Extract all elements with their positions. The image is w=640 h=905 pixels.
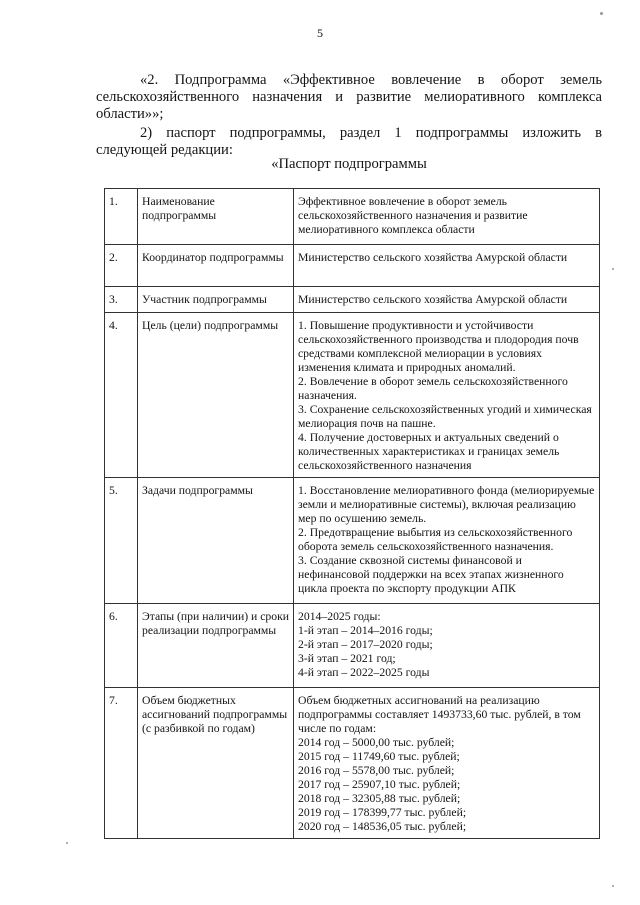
value-line: 1. Восстановление мелиоративного фонда (мелиорируемые земли и мелиоративные системы), включая реализацию мер по осушению земель. [298,484,595,525]
table-row [105,604,600,688]
row-number: 3. [105,287,138,313]
table-row [105,189,600,245]
passport-title: «Паспорт подпрограммы [271,156,427,172]
value-line: 2-й этап – 2017–2020 годы; [298,638,433,651]
value-line: 2. Вовлечение в оборот земель сельскохозяйственного назначения. [298,375,568,402]
intro-paragraph-1: «2. Подпрограмма «Эффективное вовлечение в оборот земель сельскохозяйственного назначения и развитие мелиоративного комплекса области»»; [96,72,602,122]
scan-speck [600,12,603,15]
value-line: 3-й этап – 2021 год; [298,652,396,665]
value-line: 3. Создание сквозной системы финансовой и нефинансовой поддержки на всех этапах жизненного цикла проекта по экспорту продукции АПК [298,554,564,595]
value-line: 2019 год – 178399,77 тыс. рублей; [298,806,467,819]
value-line: 2014–2025 годы: [298,610,381,623]
value-line: Министерство сельского хозяйства Амурской области [298,251,568,264]
row-value [294,189,600,245]
intro-paragraph-2: 2) паспорт подпрограммы, раздел 1 подпрограммы изложить в следующей редакции: [96,125,602,158]
intro-text [96,72,602,159]
scan-speck [612,268,614,270]
value-line: 4. Получение достоверных и актуальных сведений о количественных характеристиках и границах земель сельскохозяйственного назначения [298,431,560,472]
row-name: Участник подпрограммы [138,287,294,313]
row-name: Объем бюджетных ассигнований подпрограммы (с разбивкой по годам) [138,688,294,839]
value-line: 4-й этап – 2022–2025 годы [298,666,430,679]
value-line: Министерство сельского хозяйства Амурской области [298,293,568,306]
value-line: 2015 год – 11749,60 тыс. рублей; [298,750,460,763]
value-line: 1-й этап – 2014–2016 годы; [298,624,433,637]
row-value [294,688,600,839]
value-line: 1. Повышение продуктивности и устойчивости сельскохозяйственного производства и плодородия почв средствами комплексной мелиорации в условиях изменения климата и природных аномалий. [298,319,579,374]
row-value [294,604,600,688]
table-row [105,287,600,313]
row-name: Этапы (при наличии) и сроки реализации подпрограммы [138,604,294,688]
row-number: 1. [105,189,138,245]
table-row [105,478,600,604]
value-line: 2014 год – 5000,00 тыс. рублей; [298,736,455,749]
value-line: 3. Сохранение сельскохозяйственных угодий и химическая мелиорация почв на пашне. [298,403,592,430]
row-name: Задачи подпрограммы [138,478,294,604]
table-row [105,245,600,287]
value-line: 2017 год – 25907,10 тыс. рублей; [298,778,461,791]
row-value [294,245,600,287]
table-row [105,313,600,478]
row-number: 7. [105,688,138,839]
row-number: 2. [105,245,138,287]
row-value [294,478,600,604]
scan-speck [66,842,68,844]
row-value [294,287,600,313]
row-name: Цель (цели) подпрограммы [138,313,294,478]
passport-table [104,188,600,839]
value-line: 2. Предотвращение выбытия из сельскохозяйственного оборота земель сельскохозяйственного назначения. [298,526,573,553]
value-line: Эффективное вовлечение в оборот земель сельскохозяйственного назначения и развитие мелиоративного комплекса области [298,195,528,236]
row-name: Координатор подпрограммы [138,245,294,287]
value-line: 2016 год – 5578,00 тыс. рублей; [298,764,455,777]
value-line: 2020 год – 148536,05 тыс. рублей; [298,820,467,833]
row-value [294,313,600,478]
row-name: Наименование подпрограммы [138,189,294,245]
row-number: 5. [105,478,138,604]
row-number: 4. [105,313,138,478]
value-line: 2018 год – 32305,88 тыс. рублей; [298,792,461,805]
row-number: 6. [105,604,138,688]
table-row [105,688,600,839]
page-number: 5 [317,26,323,40]
scan-speck [612,885,614,887]
value-line: Объем бюджетных ассигнований на реализацию подпрограммы составляет 1493733,60 тыс. рублей, в том числе по годам: [298,694,581,735]
